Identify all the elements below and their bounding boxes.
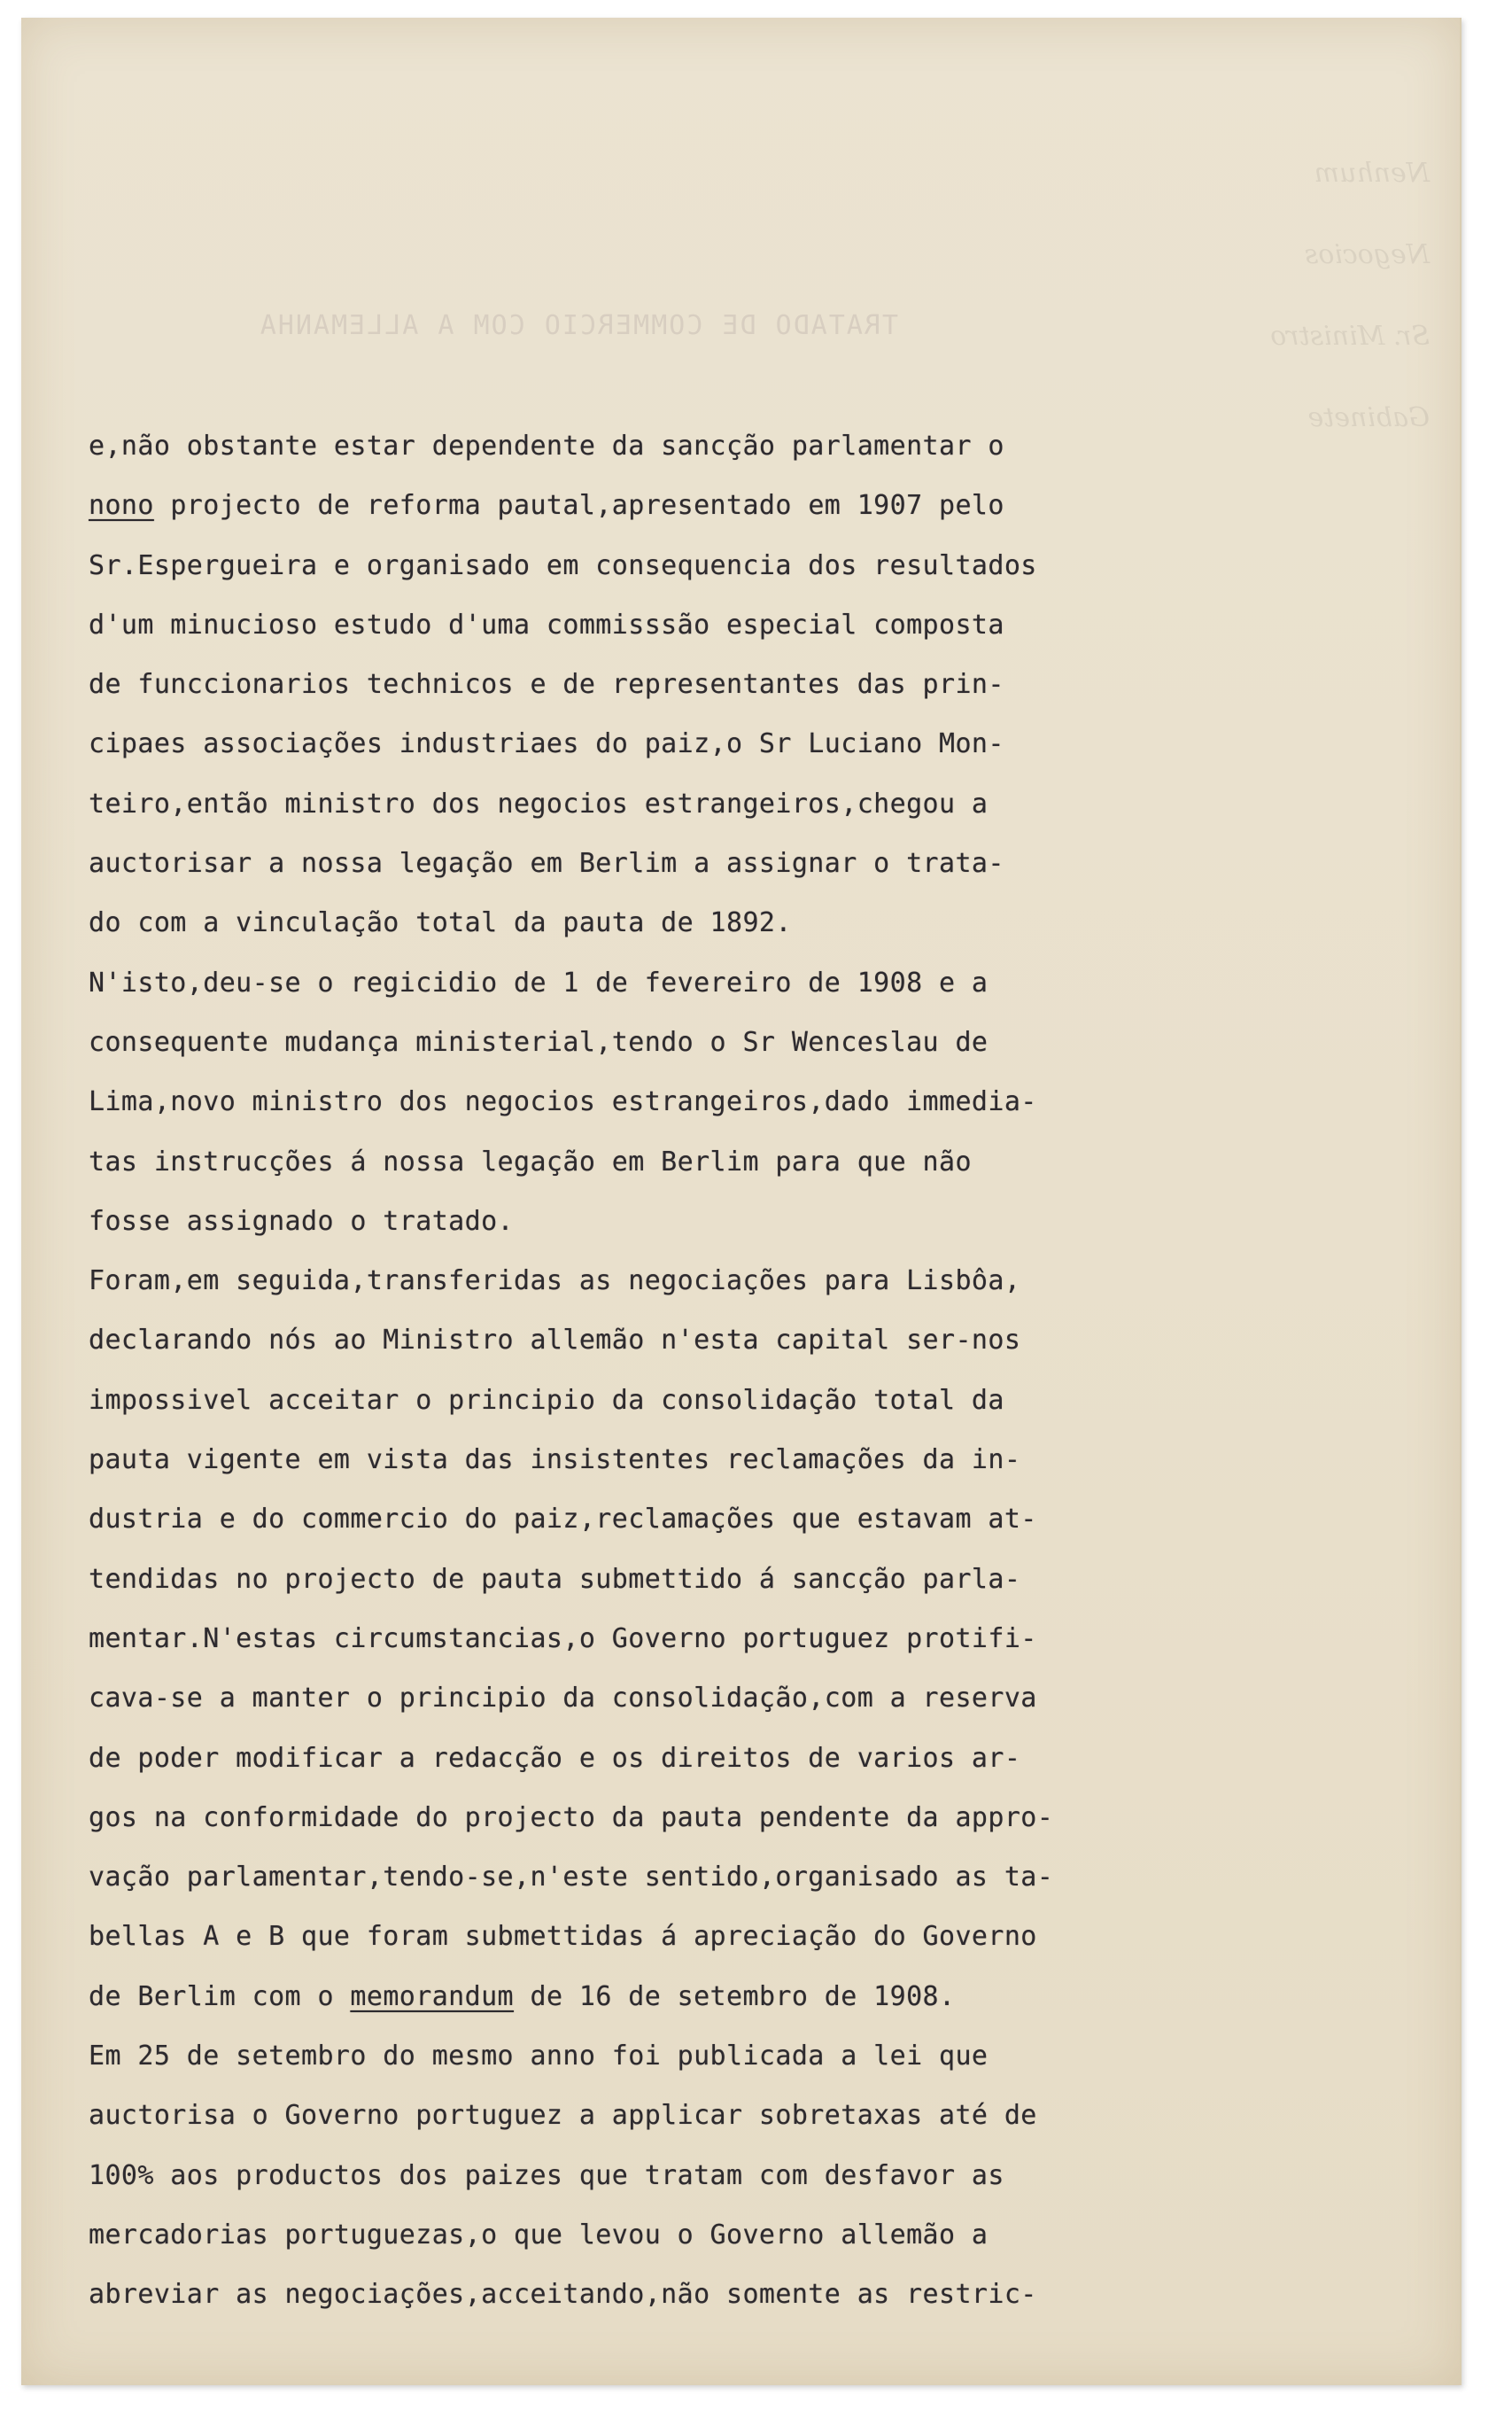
text-line [89,1013,1178,1072]
line-text: auctorisa o Governo portuguez a applicar sobretaxas até de [89,2100,1037,2132]
line-text: declarando nós ao Ministro allemão n'esta capital ser-nos [89,1325,1021,1357]
underlined-word: nono [89,490,154,522]
line-text: gos na conformidade do projecto da pauta pendente da appro- [89,1801,1054,1833]
line-text: tas instrucções á nossa legação em Berlim para que não [89,1146,972,1178]
line-text: de poder modificar a redacção e os direitos de varios ar- [89,1742,1021,1774]
line-text: de Berlim com o [89,1980,351,2012]
typewritten-body-text [89,416,1178,2325]
text-line [89,1072,1178,1131]
line-text: pauta vigente em vista das insistentes reclamações da in- [89,1444,1021,1476]
bleed-through-margin-notes: Nenhum Negocios Sr. Ministro Gabinete [1270,158,1430,433]
line-text: d'um minucioso estudo d'uma commisssão especial composta [89,609,1004,641]
line-text: cava-se a manter o principio da consolidação,com a reserva [89,1683,1037,1714]
line-text: bellas A e B que foram submettidas á apreciação do Governo [89,1921,1037,1953]
text-line [89,1371,1178,1430]
line-text: N'isto,deu-se o regicidio de 1 de fevereiro de 1908 e a [89,967,989,999]
text-line [89,655,1178,714]
text-line [89,1967,1178,2026]
text-line [89,2265,1178,2324]
text-line [89,416,1178,476]
text-line [89,1668,1178,1728]
underlined-word: memorandum [350,1980,515,2012]
text-line [89,1310,1178,1370]
text-line [89,1489,1178,1549]
text-line [89,1192,1178,1251]
text-line [89,714,1178,774]
line-text: vação parlamentar,tendo-se,n'este sentido,organisado as ta- [89,1862,1054,1893]
line-text: cipaes associações industriaes do paiz,o Sr Luciano Mon- [89,728,1004,760]
text-line [89,2026,1178,2086]
text-line [89,536,1178,595]
text-line [89,1609,1178,1668]
line-text: e,não obstante estar dependente da sancção parlamentar o [89,431,1004,462]
line-text: impossivel acceitar o principio da consolidação total da [89,1384,1004,1416]
text-line [89,1847,1178,1907]
line-text: Sr.Espergueira e organisado em consequencia dos resultados [89,549,1037,581]
line-text: teiro,então ministro dos negocios estrangeiros,chegou a [89,788,989,820]
text-line [89,476,1178,535]
line-text: mercadorias portuguezas,o que levou o Governo allemão a [89,2219,989,2251]
line-text: auctorisar a nossa legação em Berlim a assignar o trata- [89,848,1004,880]
text-line [89,2086,1178,2145]
line-text: mentar.N'estas circumstancias,o Governo portuguez protifi- [89,1622,1037,1654]
text-line [89,953,1178,1013]
line-text: projecto de reforma pautal,apresentado em 1907 pelo [153,490,1004,522]
text-line [89,834,1178,893]
text-line [89,774,1178,834]
text-line [89,1729,1178,1788]
line-text: dustria e do commercio do paiz,reclamações que estavam at- [89,1504,1037,1535]
line-text: de funccionarios technicos e de representantes das prin- [89,669,1004,701]
line-text: consequente mudança ministerial,tendo o Sr Wenceslau de [89,1026,989,1058]
line-text: do com a vinculação total da pauta de 1892. [89,907,792,939]
text-line [89,1430,1178,1489]
text-line [89,893,1178,952]
text-line [89,2146,1178,2205]
text-line [89,595,1178,655]
line-text: tendidas no projecto de pauta submettido á sancção parla- [89,1563,1021,1595]
text-line [89,1788,1178,1847]
text-line [89,1132,1178,1192]
line-text: Foram,em seguida,transferidas as negociações para Lisbôa, [89,1265,1021,1297]
text-line [89,1550,1178,1609]
line-text: Em 25 de setembro do mesmo anno foi publicada a lei que [89,2041,989,2072]
line-text: 100% aos productos dos paizes que tratam com desfavor as [89,2159,1004,2191]
line-text: abreviar as negociações,acceitando,não somente as restric- [89,2279,1037,2311]
line-text: de 16 de setembro de 1908. [514,1980,956,2012]
text-line [89,2205,1178,2265]
bleed-through-heading: TRATADO DE COMMERCIO COM A ALLEMANHA [258,310,898,341]
text-line [89,1251,1178,1310]
line-text: fosse assignado o tratado. [89,1205,514,1237]
line-text: Lima,novo ministro dos negocios estrangeiros,dado immedia- [89,1086,1037,1118]
text-line [89,1907,1178,1966]
